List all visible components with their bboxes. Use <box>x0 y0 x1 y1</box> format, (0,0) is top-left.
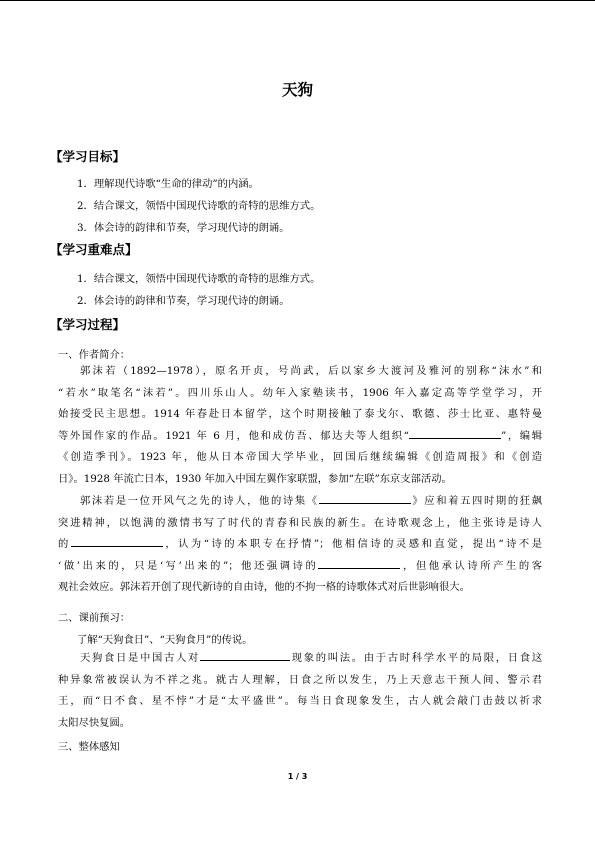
section-preview: 二、课前预习： <box>58 612 131 624</box>
section-overall-perception: 三、整体感知 <box>58 741 120 753</box>
legend-paragraph <box>58 648 542 734</box>
bio1-line-4: 等外国作家的作品。1921 年 6 月，他和成仿吾、郁达夫等人组织“ ”，编辑 <box>58 429 542 442</box>
legend-line-1: 天狗食日是中国古人对 现象的叫法。由于古时科学水平的局限，日食这 <box>80 652 542 664</box>
bio1-line-6: 日》。1928 年流亡日本，1930 年加入中国左翼作家联盟，参加“左联”东京支部活动。 <box>58 472 452 485</box>
author-bio-paragraph-1 <box>58 361 542 491</box>
fill-blank-poetry-essence[interactable] <box>71 536 163 547</box>
keypoint-item-2: 2．体会诗的韵律和节奏，学习现代诗的朗诵。 <box>77 295 290 307</box>
bio2-line-4: ‘做’出来的，只是‘写’出来的”；他还强调诗的 ，但他承认诗所产生的客 <box>58 559 542 572</box>
preview-intro: 了解“天狗食日”、“天狗食月”的传说。 <box>77 634 253 646</box>
bio2-line-2: 突进精神，以饱满的激情书写了时代的青春和民族的新生。在诗歌观念上，他主张诗是诗人 <box>58 516 542 529</box>
bio2-line-1: 郭沫若是一位开风气之先的诗人，他的诗集《 》应和着五四时期的狂飙 <box>80 495 542 507</box>
top-rule <box>0 0 595 1</box>
bio2-line-3: 的 ，认为“诗的本职专在抒情”；他相信诗的灵感和直觉，提出“诗不是 <box>58 538 542 551</box>
fill-blank-phenomenon[interactable] <box>200 650 290 661</box>
keypoints-heading: 【学习重难点】 <box>50 242 138 257</box>
legend-line-4: 太阳尽快复圆。 <box>58 716 131 729</box>
process-heading: 【学习过程】 <box>50 317 126 332</box>
legend-line-3: 王，而“日不食、星不悖”才是“太平盛世”。每当日食现象发生，古人就会敲门击鼓以祈求 <box>58 695 542 708</box>
author-bio-paragraph-2 <box>58 491 542 599</box>
fill-blank-society[interactable] <box>409 428 501 439</box>
keypoint-item-1: 1．结合课文，领悟中国现代诗歌的奇特的思维方式。 <box>77 273 321 285</box>
fill-blank-poetry-emphasis[interactable] <box>318 558 400 569</box>
fill-blank-collection[interactable] <box>319 493 411 504</box>
bio1-line-3: 始接受民主思想。1914 年春赴日本留学，这个时期接触了泰戈尔、歌德、莎士比亚、惠特曼 <box>58 408 542 421</box>
section-author-intro: 一、作者简介： <box>58 349 131 361</box>
bio1-line-5: 《创造季刊》。1923 年，他从日本帝国大学毕业，回国后继续编辑《创造周报》和《创造 <box>58 451 542 464</box>
page-number: 1 / 3 <box>287 772 308 781</box>
page-title: 天狗 <box>281 81 313 99</box>
bio1-line-2: “若水”取笔名“沫若”。四川乐山人。幼年入家塾读书，1906 年入嘉定高等学堂学习，开 <box>58 386 542 399</box>
goal-item-1: 1．理解现代诗歌“生命的律动”的内涵。 <box>77 178 259 190</box>
legend-line-2: 种异象常被误认为不祥之兆。就古人理解，日食之所以发生，乃上天意志干预人间、警示君 <box>58 673 542 686</box>
goal-item-2: 2．结合课文，领悟中国现代诗歌的奇特的思维方式。 <box>77 200 321 212</box>
goals-heading: 【学习目标】 <box>50 149 126 164</box>
goal-item-3: 3．体会诗的韵律和节奏，学习现代诗的朗诵。 <box>77 222 290 234</box>
bio1-line-1: 郭沫若（1892—1978），原名开贞，号尚武，后以家乡大渡河及雅河的别称“沫水”和 <box>80 365 542 377</box>
bio2-line-5: 观社会效应。郭沫若开创了现代新诗的自由诗，他的不拘一格的诗歌体式对后世影响很大。 <box>58 581 470 594</box>
